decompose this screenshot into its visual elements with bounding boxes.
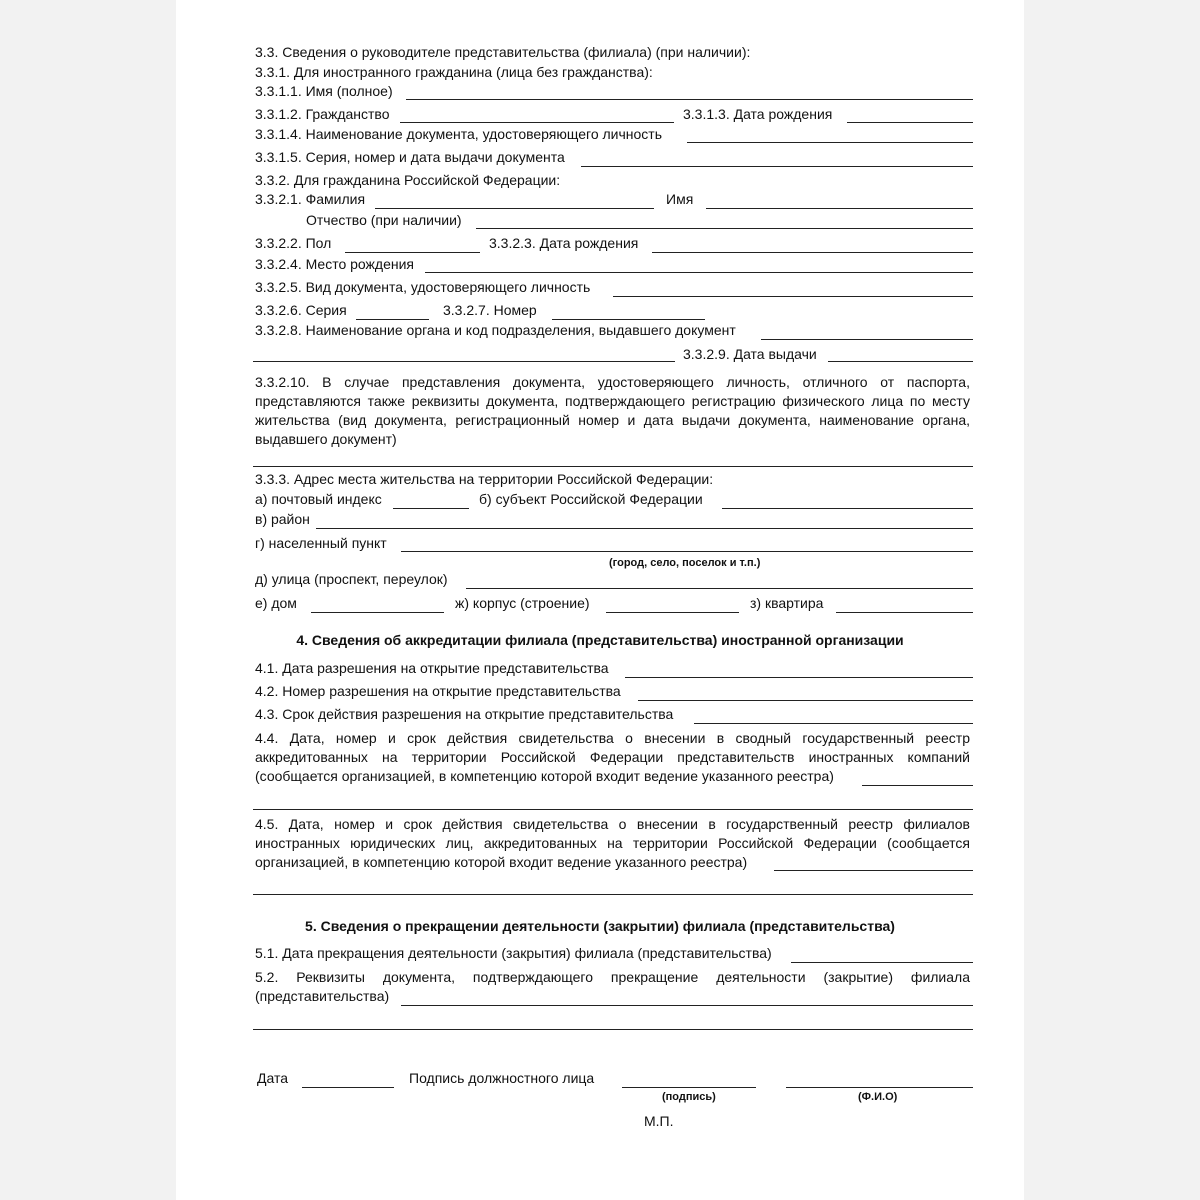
postcode-label: а) почтовый индекс (255, 491, 382, 507)
item-4-1-field[interactable] (625, 677, 973, 678)
foreign-name-label: 3.3.1.1. Имя (полное) (255, 83, 393, 99)
foreign-doc-series-field[interactable] (581, 166, 973, 167)
russian-birthplace-field[interactable] (425, 272, 973, 273)
russian-citizen-heading: 3.3.2. Для гражданина Российской Федерации: (255, 172, 561, 188)
foreign-citizenship-field[interactable] (400, 122, 674, 123)
flat-label: з) квартира (750, 595, 824, 611)
russian-authority-field[interactable] (761, 339, 973, 340)
document-page (176, 0, 1024, 1200)
item-4-2-label: 4.2. Номер разрешения на открытие представительства (255, 683, 621, 699)
russian-name-field[interactable] (706, 208, 973, 209)
district-field[interactable] (316, 528, 973, 529)
russian-note-paragraph: 3.3.2.10. В случае представления документа, удостоверяющего личность, отличного от паспорта, представляются также реквизиты документа, подтверждающего регистрацию физического лица по месту жительства (вид документа, регистрационный номер и дата выдачи документа, наименование органа, выдавшего документ) (255, 374, 970, 447)
russian-authority-label: 3.3.2.8. Наименование органа и код подразделения, выдавшего документ (255, 322, 736, 338)
russian-number-field[interactable] (552, 319, 705, 320)
russian-authority-field-2[interactable] (253, 361, 675, 362)
russian-note-field[interactable] (253, 466, 973, 467)
item-4-4-paragraph: 4.4. Дата, номер и срок действия свидетельства о внесении в сводный государственный реестр аккредитованных на территории Российской Федерации представительств иностранных компаний (сообщается организацией, в компетенцию которой входит ведение указанного реестра) (255, 730, 970, 784)
street-field[interactable] (466, 588, 973, 589)
russian-patronymic-field[interactable] (476, 228, 973, 229)
foreign-birthdate-label: 3.3.1.3. Дата рождения (683, 106, 833, 122)
stamp-label: М.П. (644, 1113, 674, 1129)
house-field[interactable] (311, 612, 444, 613)
postcode-field[interactable] (393, 508, 469, 509)
item-5-1-field[interactable] (791, 962, 973, 963)
foreign-doc-name-label: 3.3.1.4. Наименование документа, удостоверяющего личность (255, 126, 663, 142)
foreign-doc-name-field[interactable] (687, 142, 973, 143)
item-4-3-label: 4.3. Срок действия разрешения на открытие представительства (255, 706, 674, 722)
date-field[interactable] (302, 1087, 394, 1088)
russian-surname-label: 3.3.2.1. Фамилия (255, 191, 366, 207)
locality-label: г) населенный пункт (255, 535, 387, 551)
foreign-doc-series-label: 3.3.1.5. Серия, номер и дата выдачи документа (255, 149, 565, 165)
russian-series-label: 3.3.2.6. Серия (255, 302, 347, 318)
russian-doc-type-field[interactable] (613, 296, 973, 297)
building-label: ж) корпус (строение) (455, 595, 590, 611)
item-4-5-field[interactable] (774, 870, 973, 871)
russian-patronymic-label: Отчество (при наличии) (306, 212, 462, 228)
foreign-birthdate-field[interactable] (847, 122, 973, 123)
section-4-title: 4. Сведения об аккредитации филиала (представительства) иностранной организации (296, 632, 904, 648)
street-label: д) улица (проспект, переулок) (255, 571, 448, 587)
date-label: Дата (257, 1070, 289, 1086)
house-label: е) дом (255, 595, 297, 611)
russian-sex-field[interactable] (345, 252, 480, 253)
item-4-4-field-2[interactable] (253, 809, 973, 810)
russian-issue-date-label: 3.3.2.9. Дата выдачи (683, 346, 817, 362)
russian-sex-label: 3.3.2.2. Пол (255, 235, 332, 251)
item-4-5-field-2[interactable] (253, 894, 973, 895)
subject-field[interactable] (722, 508, 973, 509)
item-5-2-paragraph: 5.2. Реквизиты документа, подтверждающего прекращение деятельности (закрытие) филиала (представительства) (255, 969, 970, 1004)
item-5-2-field-2[interactable] (253, 1029, 973, 1030)
fio-field[interactable] (786, 1087, 973, 1088)
item-4-2-field[interactable] (638, 700, 973, 701)
fio-hint: (Ф.И.О) (858, 1091, 898, 1103)
russian-doc-type-label: 3.3.2.5. Вид документа, удостоверяющего личность (255, 279, 591, 295)
address-heading: 3.3.3. Адрес места жительства на территории Российской Федерации: (255, 471, 714, 487)
russian-birthdate-label: 3.3.2.3. Дата рождения (489, 235, 639, 251)
signature-hint: (подпись) (662, 1091, 716, 1103)
item-5-1-label: 5.1. Дата прекращения деятельности (закрытия) филиала (представительства) (255, 945, 772, 961)
locality-hint: (город, село, поселок и т.п.) (609, 557, 761, 569)
russian-issue-date-field[interactable] (828, 361, 973, 362)
signature-label: Подпись должностного лица (409, 1070, 595, 1086)
section-3-3-title: 3.3. Сведения о руководителе представительства (филиала) (при наличии): (255, 44, 751, 60)
foreign-citizen-heading: 3.3.1. Для иностранного гражданина (лица без гражданства): (255, 64, 653, 80)
locality-field[interactable] (401, 551, 973, 552)
section-5-title: 5. Сведения о прекращении деятельности (закрытии) филиала (представительства) (305, 918, 895, 934)
item-5-2-field[interactable] (401, 1005, 973, 1006)
russian-number-label: 3.3.2.7. Номер (443, 302, 537, 318)
subject-label: б) субъект Российской Федерации (479, 491, 703, 507)
item-4-4-field[interactable] (862, 785, 973, 786)
russian-surname-field[interactable] (375, 208, 654, 209)
item-4-5-paragraph: 4.5. Дата, номер и срок действия свидетельства о внесении в государственный реестр филиалов иностранных юридических лиц, аккредитованных на территории Российской Федерации (сообщается организацией, в компетенцию которой входит ведение указанного реестра) (255, 816, 970, 870)
building-field[interactable] (606, 612, 739, 613)
flat-field[interactable] (836, 612, 973, 613)
russian-birthplace-label: 3.3.2.4. Место рождения (255, 256, 414, 272)
russian-birthdate-field[interactable] (652, 252, 973, 253)
foreign-citizenship-label: 3.3.1.2. Гражданство (255, 106, 390, 122)
russian-name-label: Имя (666, 191, 694, 207)
item-4-1-label: 4.1. Дата разрешения на открытие представительства (255, 660, 609, 676)
district-label: в) район (255, 511, 310, 527)
signature-field[interactable] (622, 1087, 756, 1088)
foreign-name-field[interactable] (406, 99, 973, 100)
item-4-3-field[interactable] (694, 723, 973, 724)
russian-series-field[interactable] (356, 319, 429, 320)
